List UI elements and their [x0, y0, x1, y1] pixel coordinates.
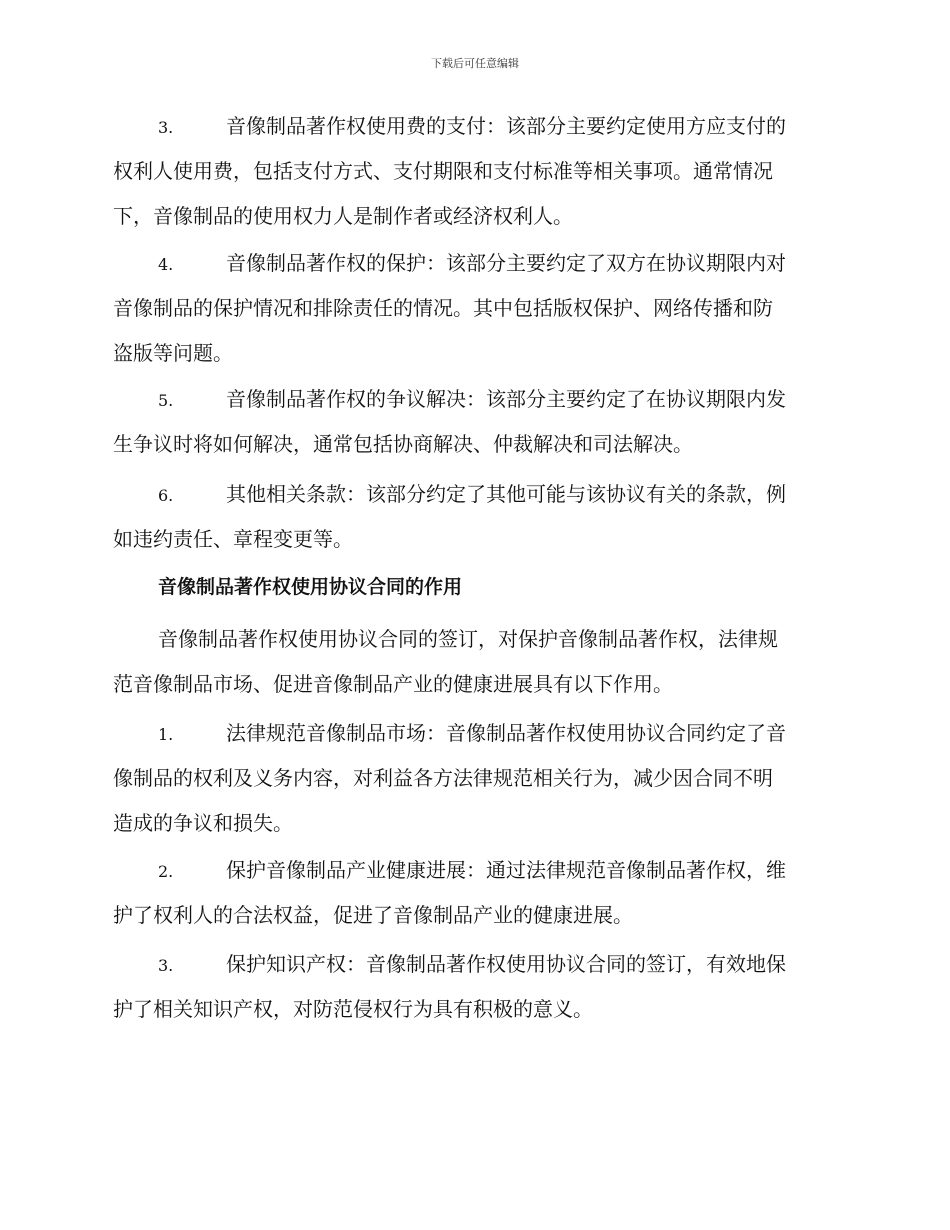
list-text-line: 音像制品著作权使用费的支付：该部分主要约定使用方应支付的	[226, 114, 786, 138]
list-number: 5.	[158, 391, 174, 410]
list-text-line: 下，音像制品的使用权力人是制作者或经济权利人。	[113, 204, 573, 228]
section-heading: 音像制品著作权使用协议合同的作用	[158, 576, 463, 598]
list-text-line: 法律规范音像制品市场：音像制品著作权使用协议合同约定了音	[226, 721, 786, 745]
list-text-line: 如违约责任、章程变更等。	[113, 527, 353, 551]
intro-paragraph	[113, 617, 838, 707]
list-number: 2.	[158, 862, 174, 881]
list-text-line: 造成的争议和损失。	[113, 811, 293, 835]
paragraph-line: 范音像制品市场、促进音像制品产业的健康进展具有以下作用。	[113, 672, 673, 696]
list-text-line: 音像制品的保护情况和排除责任的情况。其中包括版权保护、网络传播和防	[113, 296, 773, 320]
list-text-line: 其他相关条款：该部分约定了其他可能与该协议有关的条款，例	[226, 482, 786, 506]
list-text-line: 音像制品著作权的争议解决：该部分主要约定了在协议期限内发	[226, 387, 786, 411]
list-item-4-protection	[113, 241, 838, 376]
list-text-line: 保护音像制品产业健康进展：通过法律规范音像制品著作权，维	[226, 858, 786, 882]
list-number: 6.	[158, 486, 174, 505]
list-item-5-dispute	[113, 377, 838, 467]
list-item-1-market	[113, 711, 838, 846]
list-item-6-other	[113, 472, 838, 562]
paragraph-line: 音像制品著作权使用协议合同的签订，对保护音像制品著作权，法律规	[158, 627, 778, 651]
list-item-3-payment	[113, 104, 838, 239]
page-header: 下载后可任意编辑	[431, 57, 519, 70]
list-text-line: 保护知识产权：音像制品著作权使用协议合同的签订，有效地保	[226, 952, 786, 976]
list-text-line: 生争议时将如何解决，通常包括协商解决、仲裁解决和司法解决。	[113, 432, 693, 456]
list-number: 1.	[158, 725, 174, 744]
list-text-line: 护了权利人的合法权益，促进了音像制品产业的健康进展。	[113, 903, 633, 927]
list-item-2-industry	[113, 848, 838, 938]
list-number: 4.	[158, 255, 174, 274]
list-item-3-ip	[113, 942, 838, 1032]
list-text-line: 音像制品著作权的保护：该部分主要约定了双方在协议期限内对	[226, 251, 786, 275]
list-text-line: 权利人使用费，包括支付方式、支付期限和支付标准等相关事项。通常情况	[113, 159, 773, 183]
list-text-line: 护了相关知识产权，对防范侵权行为具有积极的意义。	[113, 997, 593, 1021]
list-text-line: 像制品的权利及义务内容，对利益各方法律规范相关行为，减少因合同不明	[113, 766, 773, 790]
list-number: 3.	[158, 956, 174, 975]
list-number: 3.	[158, 118, 174, 137]
list-text-line: 盗版等问题。	[113, 341, 233, 365]
